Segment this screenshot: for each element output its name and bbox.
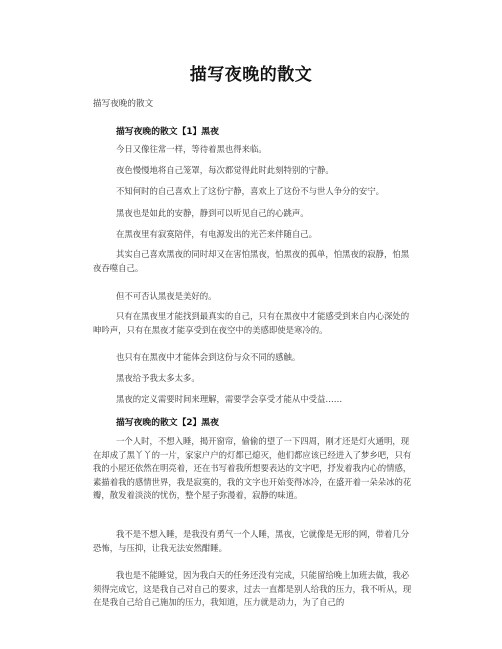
paragraph: 不知何时的自己喜欢上了这份宁静，喜欢上了这份不与世人争分的安宁。 — [116, 186, 384, 196]
paragraph: 也只有在黑夜中才能体会到这份与众不同的感触。 — [116, 352, 301, 362]
document-title: 描写夜晚的散文 — [189, 65, 313, 85]
paragraph: 今日又像往常一样，等待着黑也得来临。 — [116, 144, 267, 154]
paragraph: 我也是不能睡觉，因为我白天的任务还没有完成，只能留给晚上加班去做，我必须得完成它，这是我自己对自己的要求，过去一直都是别人给我的压力，我不听从，现在是我自己给自己施加的压力，我知道，压力就是动力，为了自己的 — [93, 570, 412, 607]
paragraph: 黑夜的定义需要时间来理解，需要学会享受才能从中受益…… — [116, 394, 343, 404]
document-subtitle: 描写夜晚的散文 — [93, 99, 154, 109]
paragraph: 但不可否认黑夜是美好的。 — [116, 291, 217, 301]
paragraph: 只有在黑夜里才能找到最真实的自己，只有在黑夜中才能感受到来自内心深处的呻吟声，只有在黑夜才能享受到在夜空中的美感即使是寒冷的。 — [93, 311, 410, 335]
section-1-heading: 描写夜晚的散文【1】黑夜 — [116, 127, 219, 137]
paragraph: 其实自己喜欢黑夜的同时却又在害怕黑夜，怕黑夜的孤单，怕黑夜的寂静，怕黑夜吞噬自己。 — [93, 249, 410, 273]
paragraph: 夜色慢慢地将自己笼罩，每次都觉得此时此刻特别的宁静。 — [116, 165, 334, 175]
paragraph: 黑夜给予我太多太多。 — [116, 373, 200, 383]
section-2-heading: 描写夜晚的散文【2】黑夜 — [116, 418, 219, 428]
paragraph: 我不是不想入睡，是我没有勇气一个人睡，黑夜，它就像是无形的网，带着几分恐怖，与压抑，让我无法安然酣睡。 — [93, 529, 410, 553]
paragraph: 黑夜也是如此的安静，静到可以听见自己的心跳声。 — [116, 208, 309, 218]
paragraph: 在黑夜里有寂寞陪伴，有电源发出的光芒来伴随自己。 — [116, 229, 317, 239]
paragraph: 一个人时，不想入睡，揭开窗帘，偷偷的望了一下四周，刚才还是灯火通明，现在却成了黑丫丫的一片，家家户户的灯都已熄灭，他们都应该已经进入了梦乡吧，只有我的小屋还依然在明亮着，还在书写着我所想要表达的文字吧，抒发着我内心的情感，素描着我的感情世界，我是寂寞的，我的文字也开始变得冰冷，在盛开着一朵朵冰的花瓣，散发着淡淡的忧伤，整个屋子弥漫着，寂静的味道。 — [93, 436, 412, 500]
